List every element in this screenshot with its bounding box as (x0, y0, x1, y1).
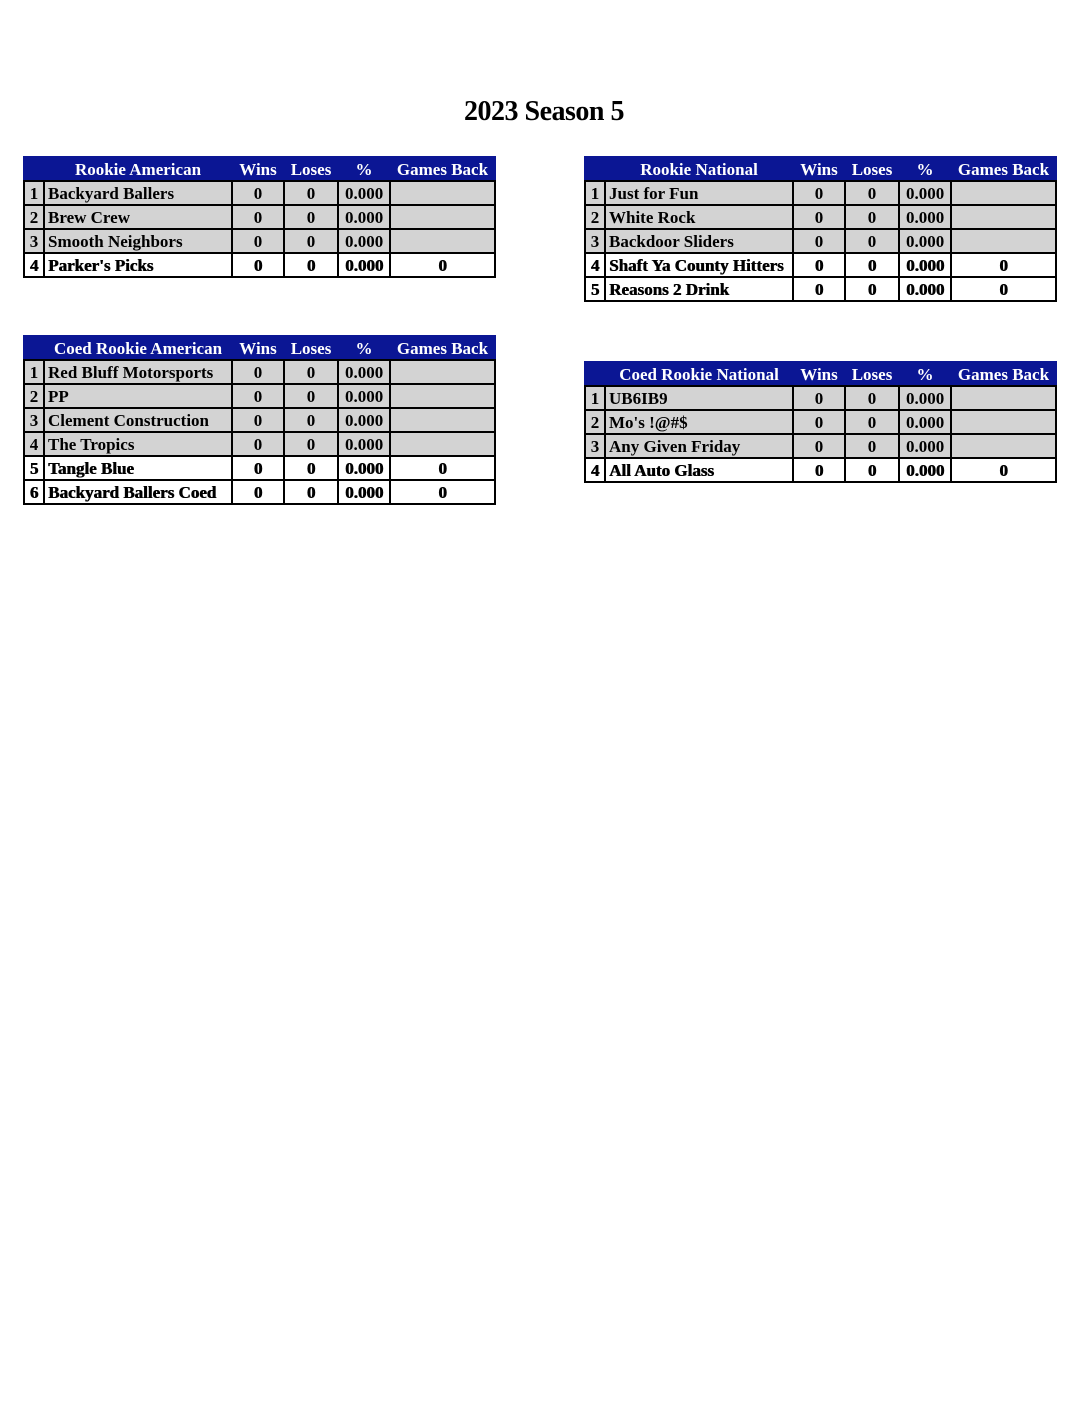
table-row (585, 229, 1056, 253)
loses-cell: 0 (284, 432, 338, 456)
pct-cell: 0.000 (338, 181, 390, 205)
table-row (24, 205, 495, 229)
team-name-cell: Reasons 2 Drink (605, 277, 793, 301)
wins-cell: 0 (793, 410, 845, 434)
loses-cell: 0 (284, 205, 338, 229)
team-name-cell: Parker's Picks (44, 253, 232, 277)
rank-cell: 2 (24, 205, 44, 229)
loses-cell: 0 (284, 360, 338, 384)
games-back-cell: 0 (390, 253, 495, 277)
table-row (585, 458, 1056, 482)
pct-cell: 0.000 (338, 408, 390, 432)
team-name-cell: Brew Crew (44, 205, 232, 229)
loses-cell: 0 (845, 181, 899, 205)
team-name-cell: Any Given Friday (605, 434, 793, 458)
loses-header: Loses (284, 157, 338, 181)
table-row (24, 432, 495, 456)
games-back-cell (951, 181, 1056, 205)
team-name-cell: PP (44, 384, 232, 408)
wins-cell: 0 (232, 360, 284, 384)
games-back-cell (390, 432, 495, 456)
team-name-cell: UB6IB9 (605, 386, 793, 410)
division-name-header: Rookie National (605, 157, 793, 181)
table-row (24, 229, 495, 253)
wins-cell: 0 (793, 229, 845, 253)
pct-header: % (899, 157, 951, 181)
standings-table-coed-rookie-american (23, 335, 496, 505)
rank-cell: 4 (24, 253, 44, 277)
games-back-cell (951, 205, 1056, 229)
standings-table-rookie-national (584, 156, 1057, 302)
games-back-cell (390, 384, 495, 408)
wins-cell: 0 (232, 181, 284, 205)
pct-header: % (338, 336, 390, 360)
rank-header (24, 157, 44, 181)
rank-cell: 1 (585, 386, 605, 410)
table-row (585, 386, 1056, 410)
rank-cell: 3 (24, 408, 44, 432)
pct-cell: 0.000 (338, 432, 390, 456)
pct-cell: 0.000 (338, 480, 390, 504)
games-back-cell (390, 408, 495, 432)
standings-table-rookie-american (23, 156, 496, 278)
table-row (24, 360, 495, 384)
games-back-header: Games Back (390, 157, 495, 181)
wins-cell: 0 (232, 229, 284, 253)
table-row (24, 480, 495, 504)
loses-cell: 0 (284, 408, 338, 432)
pct-cell: 0.000 (899, 229, 951, 253)
games-back-cell: 0 (390, 456, 495, 480)
pct-cell: 0.000 (899, 434, 951, 458)
table-row (24, 384, 495, 408)
wins-cell: 0 (232, 253, 284, 277)
wins-cell: 0 (793, 205, 845, 229)
games-back-cell: 0 (951, 253, 1056, 277)
wins-header: Wins (793, 362, 845, 386)
rank-cell: 5 (24, 456, 44, 480)
rank-cell: 2 (585, 410, 605, 434)
table-row (585, 434, 1056, 458)
rank-cell: 1 (585, 181, 605, 205)
games-back-header: Games Back (951, 362, 1056, 386)
wins-cell: 0 (793, 458, 845, 482)
table-row (585, 277, 1056, 301)
wins-cell: 0 (793, 434, 845, 458)
games-back-header: Games Back (951, 157, 1056, 181)
loses-cell: 0 (845, 434, 899, 458)
team-name-cell: The Tropics (44, 432, 232, 456)
rank-cell: 3 (585, 434, 605, 458)
table-row (585, 205, 1056, 229)
wins-cell: 0 (793, 253, 845, 277)
header-row (24, 336, 495, 360)
header-row (585, 157, 1056, 181)
wins-cell: 0 (232, 384, 284, 408)
table-row (24, 408, 495, 432)
loses-header: Loses (845, 362, 899, 386)
team-name-cell: Smooth Neighbors (44, 229, 232, 253)
table-row (585, 181, 1056, 205)
pct-header: % (899, 362, 951, 386)
table-row (24, 253, 495, 277)
header-row (24, 157, 495, 181)
games-back-cell (390, 360, 495, 384)
games-back-cell: 0 (951, 277, 1056, 301)
team-name-cell: Backdoor Sliders (605, 229, 793, 253)
loses-header: Loses (845, 157, 899, 181)
games-back-cell (951, 229, 1056, 253)
page-title: 2023 Season 5 (464, 96, 624, 127)
team-name-cell: Red Bluff Motorsports (44, 360, 232, 384)
rank-cell: 3 (585, 229, 605, 253)
loses-cell: 0 (284, 253, 338, 277)
loses-cell: 0 (845, 410, 899, 434)
loses-cell: 0 (845, 229, 899, 253)
loses-cell: 0 (284, 456, 338, 480)
wins-cell: 0 (232, 456, 284, 480)
games-back-cell (390, 229, 495, 253)
pct-cell: 0.000 (899, 181, 951, 205)
loses-cell: 0 (284, 384, 338, 408)
wins-header: Wins (232, 336, 284, 360)
loses-cell: 0 (284, 480, 338, 504)
team-name-cell: Backyard Ballers Coed (44, 480, 232, 504)
team-name-cell: Mo's !@#$ (605, 410, 793, 434)
table-row (24, 181, 495, 205)
rank-cell: 1 (24, 181, 44, 205)
rank-cell: 5 (585, 277, 605, 301)
division-name-header: Coed Rookie American (44, 336, 232, 360)
pct-cell: 0.000 (899, 205, 951, 229)
pct-cell: 0.000 (338, 205, 390, 229)
team-name-cell: Tangle Blue (44, 456, 232, 480)
rank-cell: 2 (24, 384, 44, 408)
loses-header: Loses (284, 336, 338, 360)
rank-cell: 4 (585, 458, 605, 482)
pct-cell: 0.000 (899, 410, 951, 434)
pct-cell: 0.000 (899, 253, 951, 277)
games-back-cell (951, 386, 1056, 410)
table-row (585, 253, 1056, 277)
wins-cell: 0 (793, 181, 845, 205)
division-name-header: Rookie American (44, 157, 232, 181)
loses-cell: 0 (845, 277, 899, 301)
rank-cell: 3 (24, 229, 44, 253)
rank-header (585, 362, 605, 386)
loses-cell: 0 (845, 458, 899, 482)
wins-cell: 0 (232, 432, 284, 456)
team-name-cell: Backyard Ballers (44, 181, 232, 205)
rank-cell: 4 (585, 253, 605, 277)
pct-cell: 0.000 (338, 384, 390, 408)
rank-header (24, 336, 44, 360)
table-row (585, 410, 1056, 434)
games-back-cell (390, 181, 495, 205)
loses-cell: 0 (845, 386, 899, 410)
games-back-cell (390, 205, 495, 229)
games-back-cell (951, 410, 1056, 434)
team-name-cell: Shaft Ya County Hitters (605, 253, 793, 277)
wins-header: Wins (793, 157, 845, 181)
wins-cell: 0 (793, 277, 845, 301)
table-row (24, 456, 495, 480)
games-back-header: Games Back (390, 336, 495, 360)
rank-cell: 6 (24, 480, 44, 504)
loses-cell: 0 (284, 181, 338, 205)
pct-cell: 0.000 (899, 386, 951, 410)
rank-cell: 2 (585, 205, 605, 229)
games-back-cell: 0 (951, 458, 1056, 482)
rank-cell: 1 (24, 360, 44, 384)
standings-table-coed-rookie-national (584, 361, 1057, 483)
pct-header: % (338, 157, 390, 181)
pct-cell: 0.000 (899, 277, 951, 301)
pct-cell: 0.000 (338, 360, 390, 384)
pct-cell: 0.000 (338, 456, 390, 480)
rank-cell: 4 (24, 432, 44, 456)
loses-cell: 0 (284, 229, 338, 253)
pct-cell: 0.000 (899, 458, 951, 482)
wins-cell: 0 (232, 408, 284, 432)
wins-cell: 0 (232, 480, 284, 504)
header-row (585, 362, 1056, 386)
team-name-cell: Just for Fun (605, 181, 793, 205)
team-name-cell: White Rock (605, 205, 793, 229)
wins-header: Wins (232, 157, 284, 181)
rank-header (585, 157, 605, 181)
loses-cell: 0 (845, 205, 899, 229)
team-name-cell: All Auto Glass (605, 458, 793, 482)
wins-cell: 0 (232, 205, 284, 229)
division-name-header: Coed Rookie National (605, 362, 793, 386)
wins-cell: 0 (793, 386, 845, 410)
pct-cell: 0.000 (338, 229, 390, 253)
loses-cell: 0 (845, 253, 899, 277)
team-name-cell: Clement Construction (44, 408, 232, 432)
games-back-cell: 0 (390, 480, 495, 504)
games-back-cell (951, 434, 1056, 458)
pct-cell: 0.000 (338, 253, 390, 277)
